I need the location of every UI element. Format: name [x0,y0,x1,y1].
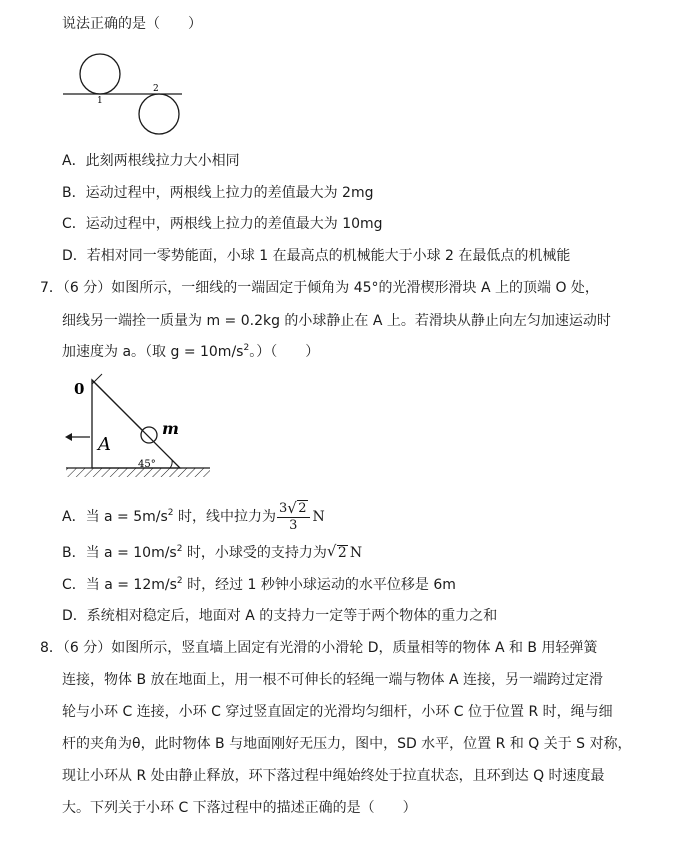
q8-stem-line-2: 连接，物体 B 放在地面上，用一根不可伸长的轻绳一端与物体 A 连接，另一端跨过定滑 [62,672,603,688]
q6-option-d: D．若相对同一零势能面，小球 1 在最高点的机械能大于小球 2 在最低点的机械能 [62,248,571,264]
q7-stem-line-3: 加速度为 a。（取 $g = 10m/s^2$。）（ ） [62,343,320,360]
q7-stem-line-2: 细线另一端拴一质量为 m = 0.2kg 的小球静止在 A 上。若滑块从静止向左匀加速运动时 [62,313,611,329]
q7-option-b: B．当 $a = 10m/s^2$ 时，小球受的支持力为 √ 2 N [62,542,363,561]
string [92,380,142,430]
q7-option-a: A．当 $a = 5m/s^2$ 时，线中拉力为 3 √ 2 3 N [62,499,325,533]
sqrt: √ 2 [326,542,347,561]
q6-option-a: A．此刻两根线拉力大小相同 [62,153,240,169]
q6-option-c: C．运动过程中，两根线上拉力的差值最大为 10mg [62,216,383,232]
q8-stem-line-1: 8．（6 分）如图所示，竖直墙上固定有光滑的小滑轮 D，质量相等的物体 A 和 B 用轻弹簧 [40,640,598,656]
q8-stem-line-6: 大。下列关于小环 C 下落过程中的描述正确的是（ ） [62,800,417,816]
q6-option-b: B．运动过程中，两根线上拉力的差值最大为 2mg [62,185,374,201]
q6-figure [58,48,188,140]
q6-stem-tail: 说法正确的是（ ） [62,16,202,32]
pivot-tick [92,374,102,384]
label-angle: 45° [138,459,156,470]
q7-option-d: D．系统相对稳定后，地面对 A 的支持力一定等于两个物体的重力之和 [62,608,498,624]
acceleration-arrowhead [65,433,72,441]
label-m: m [162,419,179,438]
q8-stem-line-3: 轮与小环 C 连接，小环 C 穿过竖直固定的光滑均匀细杆，小环 C 位于位置 R 时，绳与细 [62,704,613,720]
angle-arc [170,460,172,468]
ball-m [141,427,157,443]
q8-stem-line-5: 现让小环从 R 处由静止释放，环下落过程中绳始终处于拉直状态，且环到达 Q 时速度最 [62,768,605,784]
ball-1 [80,54,120,94]
q7-figure [62,372,212,484]
q8-stem-line-4: 杆的夹角为θ，此时物体 B 与地面刚好无压力，图中，SD 水平，位置 R 和 Q 关于 S 对称， [62,736,632,752]
label-2: 2 [153,84,159,94]
fraction: 3 √ 2 3 [277,500,310,534]
ball-2 [139,94,179,134]
label-o: 0 [74,380,85,398]
label-a: A [98,434,111,455]
label-1: 1 [97,96,103,106]
q7-stem-line-1: 7．（6 分）如图所示，一细线的一端固定于倾角为 45°的光滑楔形滑块 A 上的顶端 O 处， [40,280,599,296]
q7-option-c: C．当 $a = 12m/s^2$ 时，经过 1 秒钟小球运动的水平位移是 6m [62,576,456,593]
